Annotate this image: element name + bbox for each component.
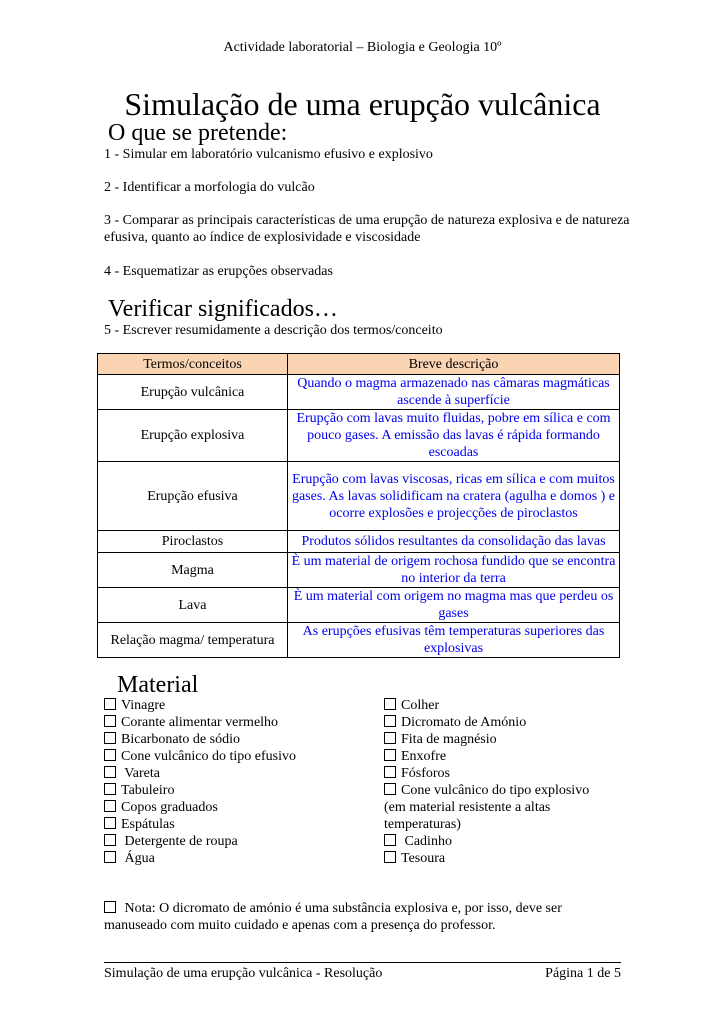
checkbox-icon[interactable]	[384, 732, 396, 744]
checkbox-icon[interactable]	[384, 834, 396, 846]
table-row	[98, 410, 620, 462]
checkbox-icon[interactable]	[104, 800, 116, 812]
page-title: Simulação de uma erupção vulcânica	[124, 86, 601, 122]
material-item: Bicarbonato de sódio	[104, 731, 296, 748]
checkbox-icon[interactable]	[104, 732, 116, 744]
material-item: Cone vulcânico do tipo efusivo	[104, 748, 296, 765]
footer-title: Simulação de uma erupção vulcânica - Resolução	[104, 966, 383, 981]
term-cell: Magma	[98, 553, 288, 588]
checkbox-icon[interactable]	[384, 766, 396, 778]
description-cell: È um material de origem rochosa fundido que se encontra no interior da terra	[288, 553, 620, 588]
checkbox-icon[interactable]	[104, 901, 116, 913]
table-row	[98, 553, 620, 588]
checkbox-icon[interactable]	[104, 817, 116, 829]
material-item: Vinagre	[104, 697, 296, 714]
checkbox-icon[interactable]	[104, 766, 116, 778]
material-item: Água	[104, 850, 296, 867]
description-cell: Quando o magma armazenado nas câmaras magmáticas ascende à superfície	[288, 375, 620, 410]
checkbox-icon[interactable]	[104, 698, 116, 710]
material-item: Copos graduados	[104, 799, 296, 816]
column-header-term: Termos/conceitos	[98, 354, 288, 375]
table-row	[98, 462, 620, 531]
material-item: Cone vulcânico do tipo explosivo	[384, 782, 589, 799]
term-cell: Erupção explosiva	[98, 410, 288, 462]
terms-table	[97, 353, 620, 658]
description-cell: È um material com origem no magma mas que perdeu os gases	[288, 588, 620, 623]
material-item: Dicromato de Amónio	[384, 714, 589, 731]
material-item: Colher	[384, 697, 589, 714]
table-row	[98, 375, 620, 410]
material-list-left	[104, 697, 296, 867]
checkbox-icon[interactable]	[104, 715, 116, 727]
material-item: Fósforos	[384, 765, 589, 782]
page-number: Página 1 de 5	[545, 966, 621, 981]
footer-divider	[104, 962, 621, 963]
term-cell: Piroclastos	[98, 531, 288, 553]
page-header: Actividade laboratorial – Biologia e Geologia 10º	[223, 40, 502, 55]
table-row	[98, 531, 620, 553]
table-row	[98, 623, 620, 658]
term-cell: Lava	[98, 588, 288, 623]
column-header-description: Breve descrição	[288, 354, 620, 375]
table-row	[98, 588, 620, 623]
safety-note: Nota: O dicromato de amónio é uma substância explosiva e, por isso, deve ser manuseado com muito cuidado e apenas com a presença do professor.	[104, 901, 562, 933]
checkbox-icon[interactable]	[104, 851, 116, 863]
checkbox-icon[interactable]	[384, 715, 396, 727]
checkbox-icon[interactable]	[104, 834, 116, 846]
material-item: Espátulas	[104, 816, 296, 833]
checkbox-icon[interactable]	[384, 851, 396, 863]
material-note: temperaturas)	[384, 817, 461, 832]
material-item: Tabuleiro	[104, 782, 296, 799]
meanings-heading: Verificar significados…	[108, 296, 338, 322]
description-cell: Erupção com lavas muito fluidas, pobre em sílica e com pouco gases. A emissão das lavas é rápida formando escoadas	[288, 410, 620, 462]
table-header-row	[98, 354, 620, 375]
material-note: (em material resistente a altas	[384, 800, 551, 815]
material-heading: Material	[117, 672, 199, 698]
checkbox-icon[interactable]	[104, 749, 116, 761]
term-cell: Erupção efusiva	[98, 462, 288, 531]
material-item: Enxofre	[384, 748, 589, 765]
checkbox-icon[interactable]	[104, 783, 116, 795]
checkbox-icon[interactable]	[384, 783, 396, 795]
term-cell: Erupção vulcânica	[98, 375, 288, 410]
objective-2: 2 - Identificar a morfologia do vulcão	[104, 180, 315, 195]
checkbox-icon[interactable]	[384, 749, 396, 761]
material-item: Cadinho	[384, 833, 589, 850]
description-cell: As erupções efusivas têm temperaturas superiores das explosivas	[288, 623, 620, 658]
description-cell: Produtos sólidos resultantes da consolidação das lavas	[288, 531, 620, 553]
material-item: Fita de magnésio	[384, 731, 589, 748]
checkbox-icon[interactable]	[384, 698, 396, 710]
meanings-instruction: 5 - Escrever resumidamente a descrição dos termos/conceito	[104, 323, 443, 338]
material-item: Detergente de roupa	[104, 833, 296, 850]
material-item: Vareta	[104, 765, 296, 782]
material-list-right	[384, 697, 589, 867]
description-cell: Erupção com lavas viscosas, ricas em sílica e com muitos gases. As lavas solidificam na cratera (agulha e domos ) e ocorre explosões e projecções de piroclastos	[288, 462, 620, 531]
objective-4: 4 - Esquematizar as erupções observadas	[104, 264, 333, 279]
objective-1: 1 - Simular em laboratório vulcanismo efusivo e explosivo	[104, 147, 433, 162]
objectives-heading: O que se pretende:	[108, 120, 288, 146]
objective-3: 3 - Comparar as principais características de uma erupção de natureza explosiva e de natureza efusiva, quanto ao índice de explosividade e viscosidade	[104, 213, 630, 245]
term-cell: Relação magma/ temperatura	[98, 623, 288, 658]
material-item: Corante alimentar vermelho	[104, 714, 296, 731]
material-item: Tesoura	[384, 850, 589, 867]
